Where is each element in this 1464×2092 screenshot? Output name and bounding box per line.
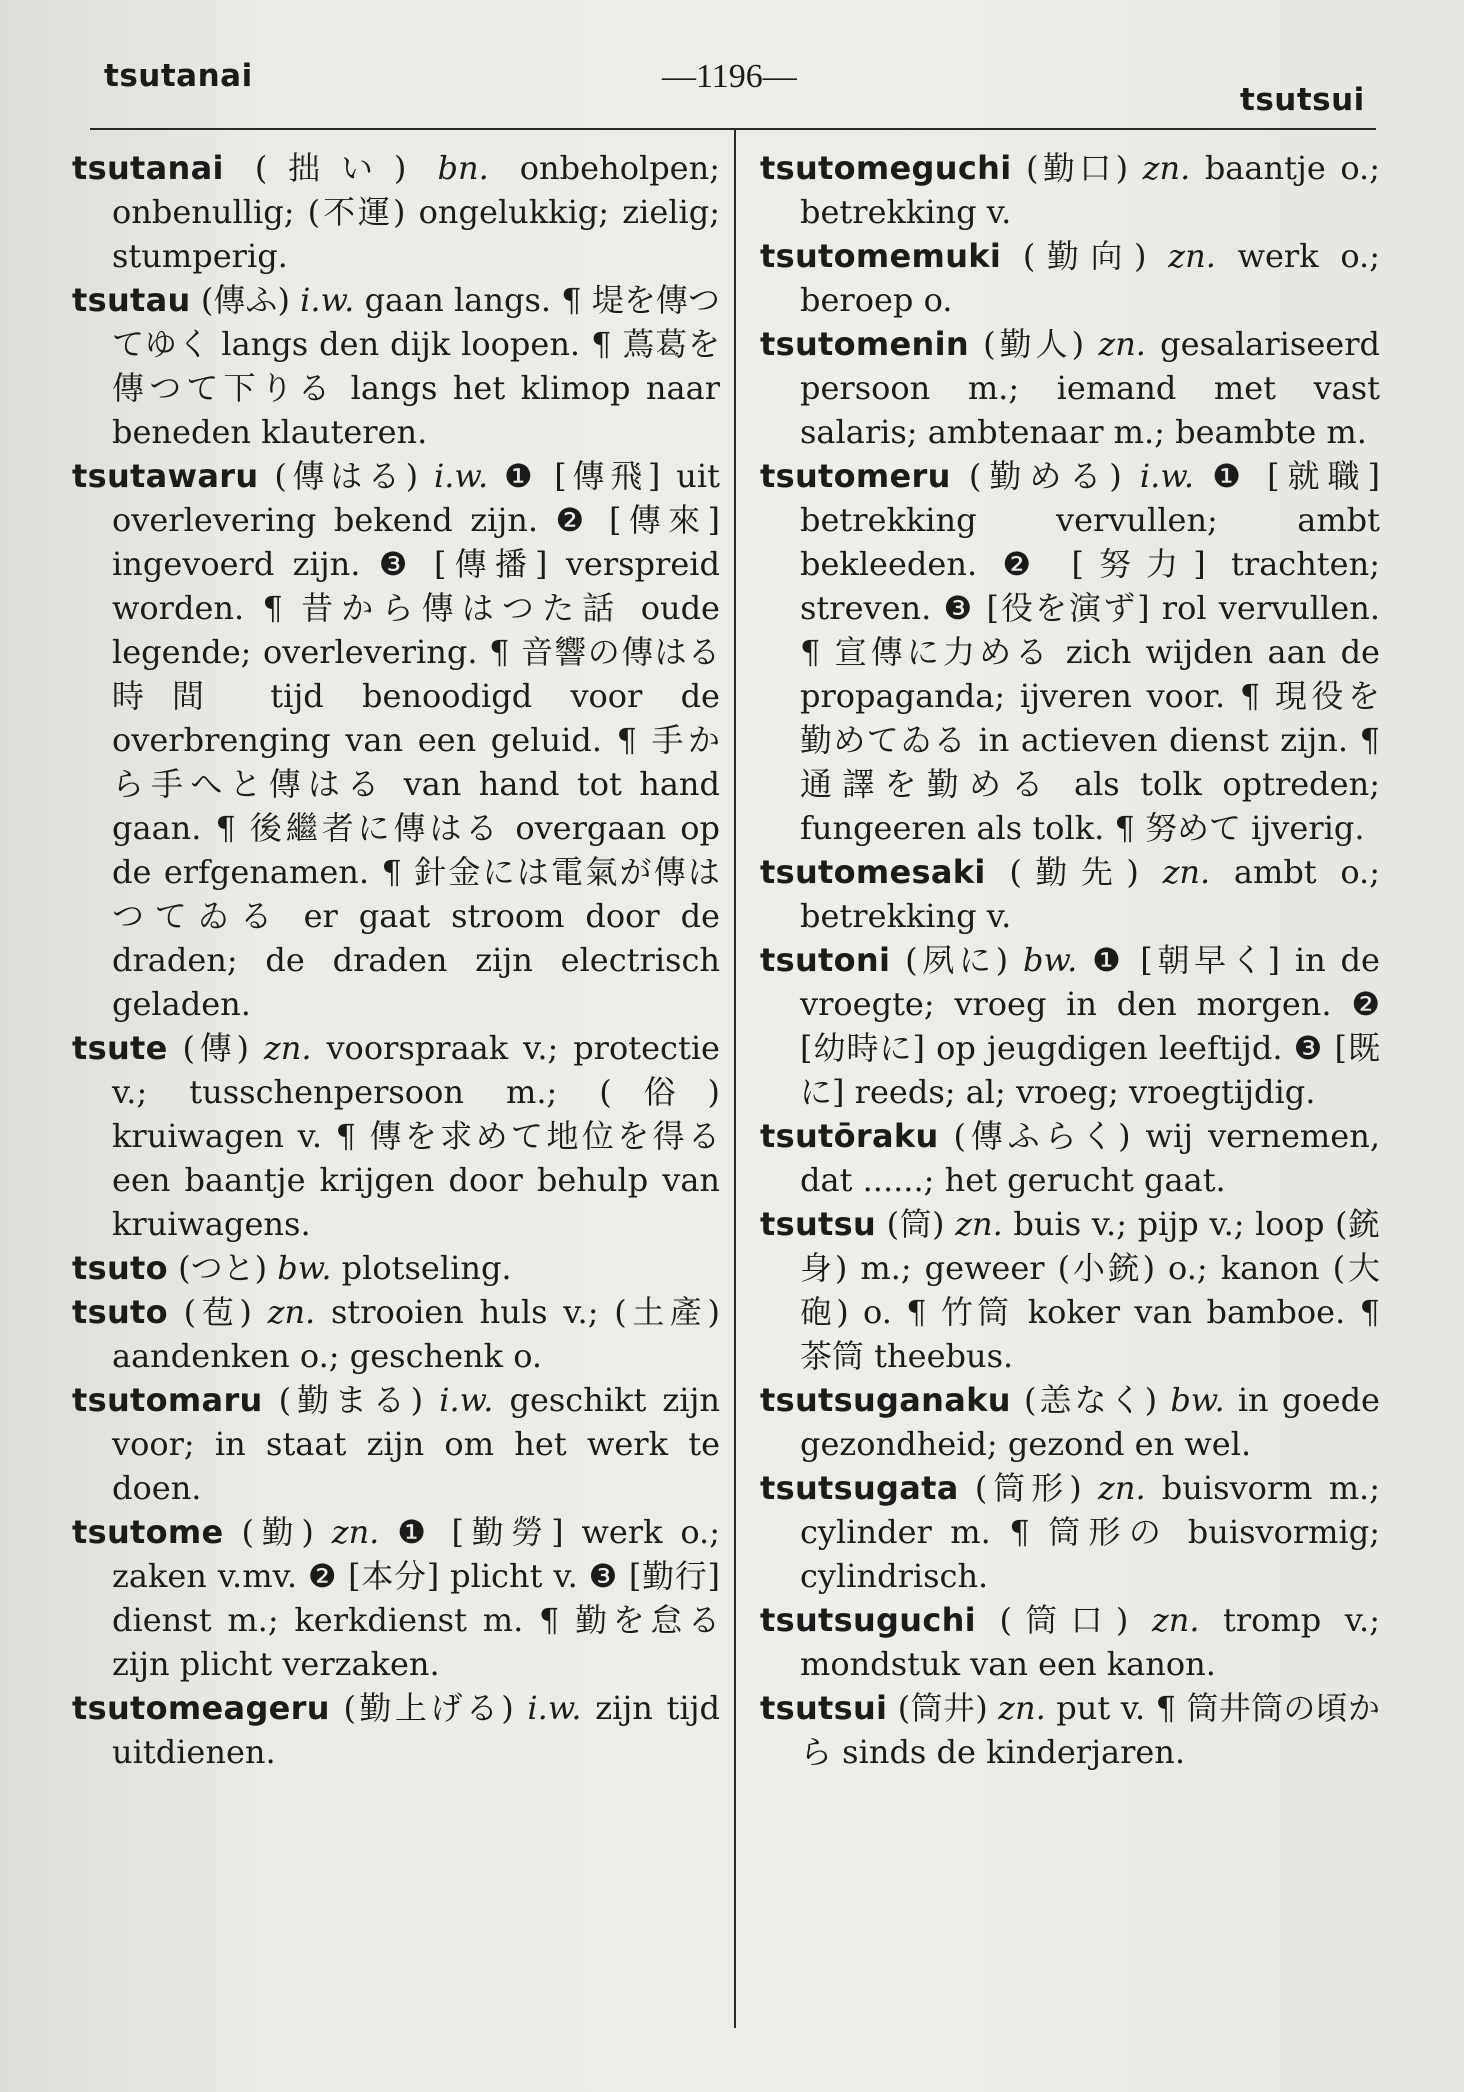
entry-tsutau xyxy=(72,278,720,454)
kanji: (傳) xyxy=(167,1029,264,1067)
definition: onbeholpen; onbenullig; (不運) ongelukkig; zielig; stumperig. xyxy=(112,149,720,275)
part-of-speech: i.w. xyxy=(439,1381,494,1419)
headword: tsutsuguchi xyxy=(760,1601,976,1639)
kanji: (勤まる) xyxy=(262,1381,440,1419)
kanji: (筒) xyxy=(876,1205,956,1243)
kanji: (勤める) xyxy=(950,457,1140,495)
headword: tsutanai xyxy=(72,149,224,187)
definition: werk o.; beroep o. xyxy=(800,237,1380,319)
part-of-speech: zn. xyxy=(331,1513,380,1551)
headword: tsutsuganaku xyxy=(760,1381,1011,1419)
headword: tsutawaru xyxy=(72,457,259,495)
kanji: (勤人) xyxy=(968,325,1099,363)
kanji: (苞) xyxy=(167,1293,268,1331)
definition: buis v.; pijp v.; loop (銃身) m.; geweer (小銃) o.; kanon (大砲) o. ¶ 竹筒 koker van bamboe. ¶ 茶筒 theebus. xyxy=(800,1205,1380,1375)
kanji: (つと) xyxy=(167,1249,278,1287)
definition: plotseling. xyxy=(331,1249,512,1287)
page-number: —1196— xyxy=(662,58,797,95)
headword: tsutomesaki xyxy=(760,853,986,891)
kanji: (夙に) xyxy=(890,941,1023,979)
entry-tsutomeru xyxy=(760,454,1380,850)
kanji: (傳はる) xyxy=(258,457,434,495)
kanji: (恙なく) xyxy=(1010,1381,1171,1419)
definition: gaan langs. ¶ 堤を傳つてゆく langs den dijk loopen. ¶ 蔦葛を傳つて下りる langs het klimop naar beneden klauteren. xyxy=(112,281,720,451)
part-of-speech: bn. xyxy=(437,149,489,187)
headword: tsute xyxy=(72,1029,168,1067)
headword: tsutomenin xyxy=(760,325,969,363)
part-of-speech: zn. xyxy=(955,1205,1003,1243)
part-of-speech: zn. xyxy=(1151,1601,1200,1639)
kanji: (筒井) xyxy=(887,1689,999,1727)
definition: strooien huls v.; (土產) aandenken o.; geschenk o. xyxy=(112,1293,720,1375)
definition: gesalariseerd persoon m.; iemand met vast salaris; ambtenaar m.; beambte m. xyxy=(800,325,1380,451)
headword: tsutomeru xyxy=(760,457,951,495)
part-of-speech: zn. xyxy=(1142,149,1191,187)
right-column xyxy=(760,146,1380,1774)
part-of-speech: i.w. xyxy=(527,1689,582,1727)
kanji: (勤上げる) xyxy=(329,1689,528,1727)
part-of-speech: bw. xyxy=(1170,1381,1225,1419)
definition: buisvorm m.; cylinder m. ¶ 筒形の buisvormig; cylindrisch. xyxy=(800,1469,1380,1595)
definition: zijn tijd uitdienen. xyxy=(112,1689,720,1771)
definition: wij vernemen, dat ......; het gerucht gaat. xyxy=(800,1117,1380,1199)
headword: tsutomemuki xyxy=(760,237,1002,275)
entry-tsutsugata xyxy=(760,1466,1380,1598)
column-divider xyxy=(734,128,736,2028)
kanji: (筒口) xyxy=(975,1601,1152,1639)
part-of-speech: zn. xyxy=(1162,853,1211,891)
definition: tromp v.; mondstuk van een kanon. xyxy=(800,1601,1380,1683)
part-of-speech: zn. xyxy=(267,1293,316,1331)
entry-tsutsuganaku xyxy=(760,1378,1380,1466)
headword: tsutomeguchi xyxy=(760,149,1012,187)
left-column xyxy=(72,146,720,1774)
definition: in goede gezondheid; gezond en wel. xyxy=(800,1381,1380,1463)
running-head-right: tsutsui xyxy=(1240,82,1365,118)
headword: tsutsugata xyxy=(760,1469,959,1507)
entry-tsutsu xyxy=(760,1202,1380,1378)
entry-tsutome xyxy=(72,1510,720,1686)
part-of-speech: i.w. xyxy=(1139,457,1195,495)
part-of-speech: zn. xyxy=(998,1689,1046,1727)
headword: tsuto xyxy=(72,1249,168,1287)
entry-tsutomemuki xyxy=(760,234,1380,322)
definition: baantje o.; betrekking v. xyxy=(800,149,1380,231)
headword: tsutōraku xyxy=(760,1117,939,1155)
definition: geschikt zijn voor; in staat zijn om het werk te doen. xyxy=(112,1381,720,1507)
definition: ❶ [勤勞] werk o.; zaken v.mv. ❷ [本分] plicht v. ❸ [勤行] dienst m.; kerkdienst m. ¶ 勤を怠る zijn plicht verzaken. xyxy=(112,1513,720,1683)
headword: tsutsui xyxy=(760,1689,888,1727)
part-of-speech: zn. xyxy=(1098,325,1146,363)
part-of-speech: zn. xyxy=(263,1029,312,1067)
kanji: (勤) xyxy=(223,1513,332,1551)
entry-tsutsui xyxy=(760,1686,1380,1774)
part-of-speech: zn. xyxy=(1168,237,1216,275)
kanji: (勤先) xyxy=(985,853,1163,891)
entry-tsutomaru xyxy=(72,1378,720,1510)
kanji: (勤向) xyxy=(1001,237,1169,275)
entry-tsutoni xyxy=(760,938,1380,1114)
running-head-left: tsutanai xyxy=(104,58,253,94)
part-of-speech: bw. xyxy=(1022,941,1078,979)
entry-tsute xyxy=(72,1026,720,1246)
part-of-speech: bw. xyxy=(277,1249,332,1287)
definition: ❶ [就職] betrekking vervullen; ambt bekleeden. ❷ [努力] trachten; streven. ❸ [役を演ず] rol vervullen. ¶ 宣傳に力める zich wijden aan de propaganda; ijveren voor. ¶ 現役を勤めてゐる in actieven dienst zijn. ¶ 通譯を勤める als tolk optreden; fungeeren als tolk. ¶ 努めて ijverig. xyxy=(800,457,1380,847)
definition: ambt o.; betrekking v. xyxy=(800,853,1380,935)
headword: tsutomeageru xyxy=(72,1689,330,1727)
definition: ❶ [朝早く] in de vroegte; vroeg in den morgen. ❷ [幼時に] op jeugdigen leeftijd. ❸ [既に] reeds; al; vroeg; vroegtijdig. xyxy=(800,941,1380,1111)
headword: tsutomaru xyxy=(72,1381,263,1419)
headword: tsutau xyxy=(72,281,191,319)
kanji: (勤口) xyxy=(1011,149,1143,187)
kanji: (筒形) xyxy=(958,1469,1098,1507)
entry-tsutomesaki xyxy=(760,850,1380,938)
entry-tsutomeageru xyxy=(72,1686,720,1774)
definition: voorspraak v.; protectie v.; tusschenpersoon m.; (俗) kruiwagen v. ¶ 傳を求めて地位を得る een baantje krijgen door behulp van kruiwagens. xyxy=(112,1029,720,1243)
entry-tsutawaru xyxy=(72,454,720,1026)
entry-tsutomenin xyxy=(760,322,1380,454)
headword: tsuto xyxy=(72,1293,168,1331)
entry-tsutoraku xyxy=(760,1114,1380,1202)
kanji: (傳ふ) xyxy=(190,281,301,319)
entry-tsutsuguchi xyxy=(760,1598,1380,1686)
entry-tsuto-noun xyxy=(72,1290,720,1378)
part-of-speech: i.w. xyxy=(433,457,489,495)
definition: put v. ¶ 筒井筒の頃から sinds de kinderjaren. xyxy=(800,1689,1380,1771)
headword: tsutome xyxy=(72,1513,224,1551)
kanji: (拙い) xyxy=(223,149,438,187)
definition: ❶ [傳飛] uit overlevering bekend zijn. ❷ [傳來] ingevoerd zijn. ❸ [傳播] verspreid worden. ¶ 昔から傳はつた話 oude legende; overlevering. ¶ 音響の傳はる時間 tijd benoodigd voor de overbrenging van een geluid. ¶ 手から手へと傳はる van hand tot hand gaan. ¶ 後繼者に傳はる overgaan op de erfgenamen. ¶ 針金には電氣が傳はつてゐる er gaat stroom door de draden; de draden zijn electrisch geladen. xyxy=(112,457,720,1023)
headword: tsutsu xyxy=(760,1205,877,1243)
part-of-speech: i.w. xyxy=(300,281,355,319)
kanji: (傳ふらく) xyxy=(938,1117,1146,1155)
headword: tsutoni xyxy=(760,941,891,979)
part-of-speech: zn. xyxy=(1097,1469,1146,1507)
entry-tsutanai xyxy=(72,146,720,278)
entry-tsuto-adverb xyxy=(72,1246,720,1290)
entry-tsutomeguchi xyxy=(760,146,1380,234)
header-rule xyxy=(90,128,1376,130)
